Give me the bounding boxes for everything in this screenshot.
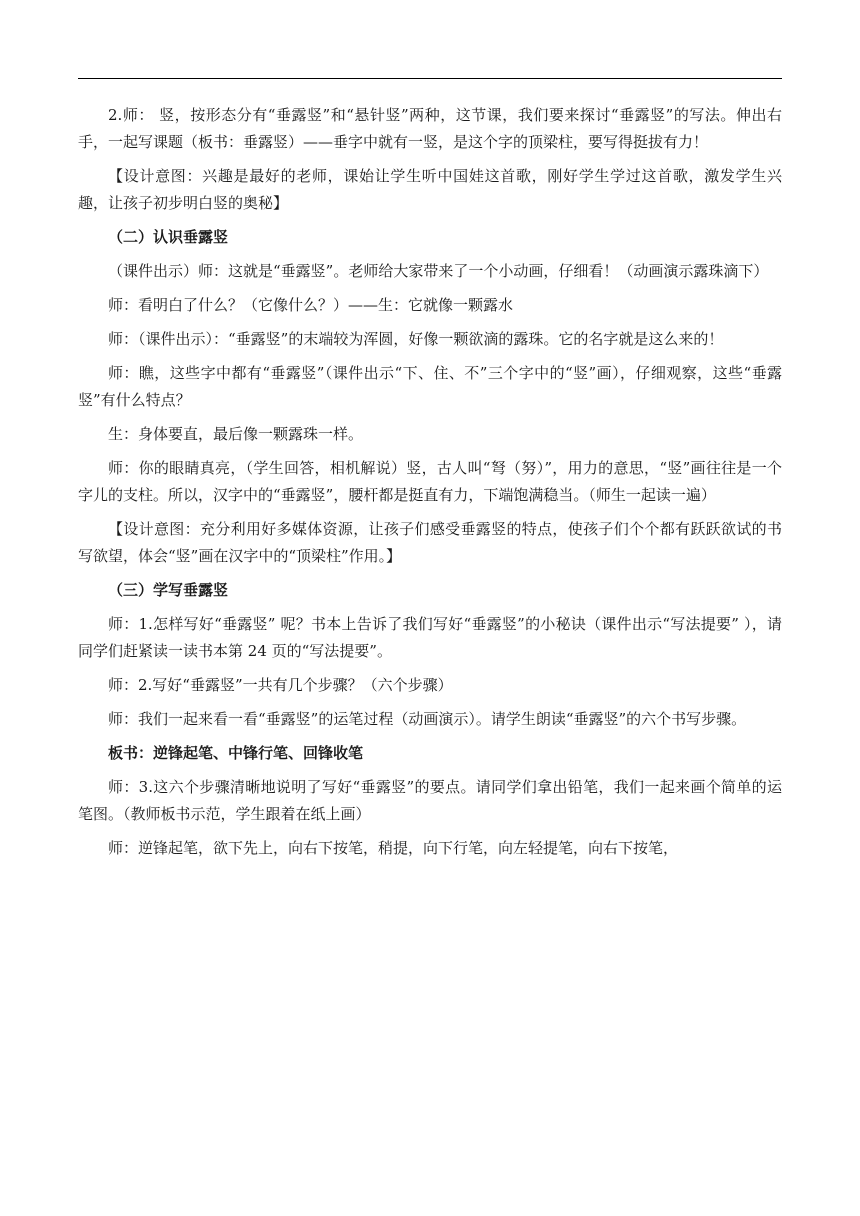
paragraph: 师：瞧，这些字中都有“垂露竖”（课件出示“下、住、不”三个字中的“竖”画），仔细观察，这些“垂露竖”有什么特点？ xyxy=(78,364,782,409)
design-intent-note: 【设计意图：兴趣是最好的老师，课始让学生听中国娃这首歌，刚好学生学过这首歌，激发学生兴趣，让孩子初步明白竖的奥秘】 xyxy=(78,167,782,212)
paragraph: 师：你的眼睛真亮，（学生回答，相机解说）竖，古人叫“弩（努）”，用力的意思，“竖”画往往是一个字儿的支柱。所以，汉字中的“垂露竖”，腰杆都是挺直有力，下端饱满稳当。（师生一起读一遍） xyxy=(78,459,782,504)
paragraph: 生：身体要直，最后像一颗露珠一样。 xyxy=(108,425,364,443)
paragraph: 师：2.写好“垂露竖”一共有几个步骤？（六个步骤） xyxy=(108,676,453,694)
paragraph: 师：3.这六个步骤清晰地说明了写好“垂露竖”的要点。请同学们拿出铅笔，我们一起来画个简单的运笔图。（教师板书示范，学生跟着在纸上画） xyxy=(78,778,782,823)
section-heading: （三）学写垂露竖 xyxy=(108,581,229,599)
paragraph: 师：逆锋起笔，欲下先上，向右下按笔，稍提，向下行笔，向左轻提笔，向右下按笔， xyxy=(108,839,679,857)
header-rule xyxy=(78,78,782,79)
document-body xyxy=(78,102,782,869)
paragraph: （课件出示）师：这就是“垂露竖”。老师给大家带来了一个小动画，仔细看！（动画演示露珠滴下） xyxy=(108,262,769,280)
paragraph: 2.师： 竖，按形态分有“垂露竖”和“悬针竖”两种，这节课，我们要来探讨“垂露竖”的写法。伸出右手，一起写课题（板书：垂露竖）——垂字中就有一竖，是这个字的顶梁柱，要写得挺拔有力！ xyxy=(78,106,782,151)
section-heading: （二）认识垂露竖 xyxy=(108,228,229,246)
paragraph: 师：我们一起来看一看“垂露竖”的运笔过程（动画演示）。请学生朗读“垂露竖”的六个书写步骤。 xyxy=(108,710,747,728)
design-intent-note: 【设计意图：充分利用好多媒体资源，让孩子们感受垂露竖的特点，使孩子们个个都有跃跃欲试的书写欲望，体会“竖”画在汉字中的“顶梁柱”作用。】 xyxy=(78,520,782,565)
paragraph: 师：1.怎样写好“垂露竖” 呢？书本上告诉了我们写好“垂露竖”的小秘诀（课件出示“写法提要” ），请同学们赶紧读一读书本第 24 页的“写法提要”。 xyxy=(78,615,782,660)
paragraph: 师：看明白了什么？（它像什么？）——生：它就像一颗露水 xyxy=(108,296,514,314)
paragraph: 师：（课件出示）：“垂露竖”的末端较为浑圆，好像一颗欲滴的露珠。它的名字就是这么来的！ xyxy=(108,330,724,348)
board-writing-heading: 板书：逆锋起笔、中锋行笔、回锋收笔 xyxy=(108,744,364,762)
